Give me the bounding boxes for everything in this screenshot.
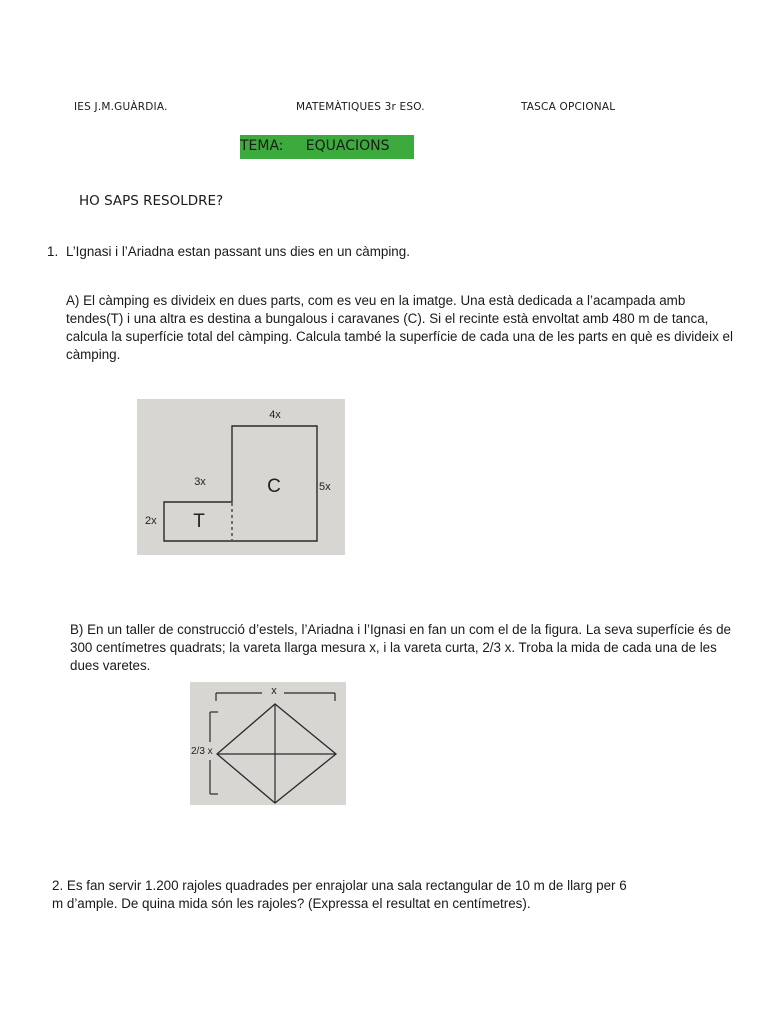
problem1-number: 1.: [47, 244, 59, 259]
problem1b-line: B) En un taller de construcció d’estels, l’Ariadna i l’Ignasi en fan un com el de la figura. La seva superfície és de: [70, 622, 731, 637]
camping-label-step: 3x: [194, 476, 206, 488]
subject-name: MATEMÀTIQUES 3r ESO.: [296, 101, 425, 113]
topic-banner: [240, 135, 414, 159]
section-subtitle: HO SAPS RESOLDRE?: [79, 193, 224, 209]
problem1-intro: L’Ignasi i l’Ariadna estan passant uns dies en un càmping.: [66, 244, 410, 259]
topic-label: TEMA:: [240, 138, 284, 154]
kite-figure: [190, 682, 346, 805]
topic-value: EQUACIONS: [305, 138, 390, 154]
problem1b-line: 300 centímetres quadrats; la vareta llarga mesura x, i la vareta curta, 2/3 x. Troba la mida de cada una de les: [70, 640, 717, 655]
camping-label-t: T: [193, 511, 205, 532]
problem2-line: 2. Es fan servir 1.200 rajoles quadrades per enrajolar una sala rectangular de 10 m de llarg per 6: [52, 878, 627, 893]
problem1b-text: [70, 621, 766, 675]
kite-label-long: x: [271, 685, 277, 697]
camping-figure: [137, 399, 345, 555]
kite-label-short: 2/3 x: [191, 746, 213, 757]
camping-label-c: C: [267, 476, 281, 497]
camping-label-left: 2x: [145, 515, 157, 527]
problem2-text: [52, 877, 752, 913]
problem1a-line: A) El càmping es divideix en dues parts, com es veu en la imatge. Una està dedicada a l’acampada amb: [66, 293, 686, 308]
problem1a-line: càmping.: [66, 347, 121, 362]
problem1a-line: tendes(T) i una altra es destina a bungalous i caravanes (C). Si el recinte està envoltat amb 480 m de tanca,: [66, 311, 709, 326]
camping-label-right: 5x: [319, 481, 331, 493]
task-type: TASCA OPCIONAL: [521, 101, 616, 113]
problem1a-line: calcula la superfície total del càmping. Calcula també la superfície de cada una de les parts en què es divideix el: [66, 329, 733, 344]
problem2-line: m d’ample. De quina mida són les rajoles? (Expressa el resultat en centímetres).: [52, 896, 531, 911]
problem1a-text: [66, 292, 766, 364]
school-name: IES J.M.GUÀRDIA.: [74, 101, 168, 113]
camping-label-top: 4x: [269, 409, 281, 421]
problem1b-line: dues varetes.: [70, 658, 151, 673]
